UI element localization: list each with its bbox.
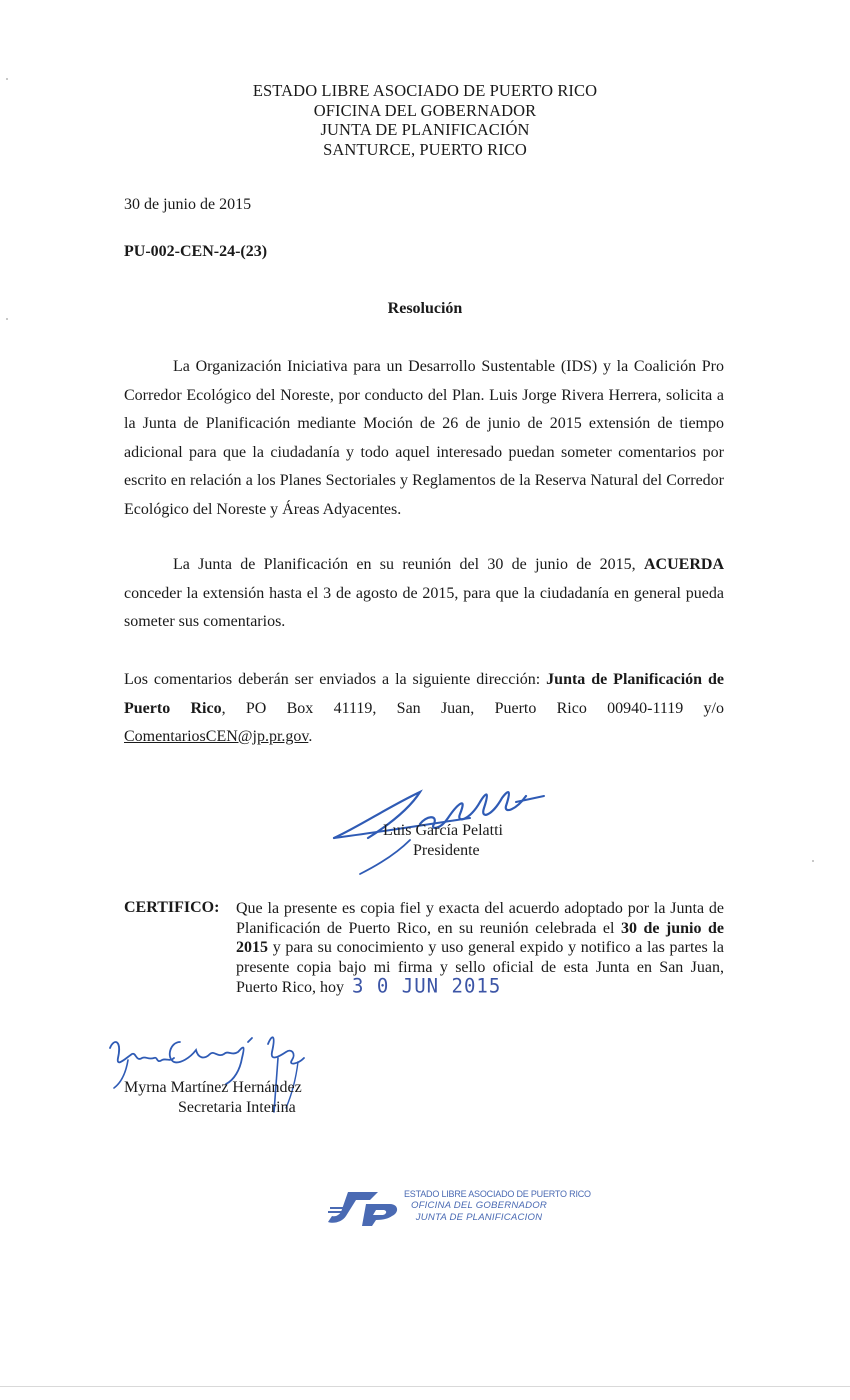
- certification-text-before: Que la presente es copia fiel y exacta del acuerdo adoptado por la Junta de Planificación de Puerto Rico, en su reunión celebrada el: [236, 900, 724, 937]
- certification-text: [236, 899, 724, 998]
- paragraph-agreement-bold: ACUERDA: [644, 556, 724, 573]
- seal-text: [404, 1189, 591, 1223]
- document-date: 30 de junio de 2015: [124, 196, 252, 213]
- letterhead-line-3: JUNTA DE PLANIFICACIÓN: [320, 120, 530, 139]
- scan-speck: [812, 860, 814, 862]
- document-title: Resolución: [387, 300, 463, 317]
- certification-bold-date: 30 de junio de 2015: [236, 919, 724, 957]
- letterhead-line-1: ESTADO LIBRE ASOCIADO DE PUERTO RICO: [252, 81, 598, 100]
- scan-speck: [6, 78, 8, 80]
- secretary-name: Myrna Martínez Hernández: [124, 1079, 302, 1096]
- paragraph-request-text: La Organización Iniciativa para un Desarrollo Sustentable (IDS) y la Coalición Pro Corredor Ecológico del Noreste, por conducto del Plan. Luis Jorge Rivera Herrera, solicita a la Junta de Planificación mediante Moción de 26 de junio de 2015 extensión de tiempo adicional para que la ciudadanía y todo aquel interesado puedan someter comentarios por escrito en relación a los Planes Sectoriales y Reglamentos de la Reserva Natural del Corredor Ecológico del Noreste y Áreas Adyacentes.: [124, 358, 724, 518]
- paragraph-address-before: Los comentarios deberán ser enviados a la siguiente dirección:: [124, 671, 547, 688]
- scan-speck: [6, 318, 8, 320]
- paragraph-agreement: [124, 551, 724, 637]
- jp-logo-icon: [326, 1186, 400, 1226]
- paragraph-address: [124, 666, 724, 752]
- paragraph-address-end: .: [308, 728, 313, 745]
- paragraph-agreement-after: conceder la extensión hasta el 3 de agosto de 2015, para que la ciudadanía en general pueda someter sus comentarios.: [124, 584, 724, 630]
- paragraph-address-after: , PO Box 41119, San Juan, Puerto Rico 00940-1119 y/o: [221, 699, 724, 717]
- certification-label: CERTIFICO:: [124, 899, 220, 916]
- seal-line-3: JUNTA DE PLANIFICACION: [415, 1211, 543, 1223]
- president-name: Luis García Pelatti: [383, 822, 503, 839]
- certification-text-after: y para su conocimiento y uso general expido y notifico a las partes la presente copia bajo mi firma y sello oficial de esta Junta en San Juan, Puerto Rico, hoy: [236, 939, 724, 997]
- secretary-title: Secretaria Interina: [178, 1099, 296, 1116]
- date-stamp: 3 0 JUN 2015: [352, 974, 502, 998]
- official-seal: [326, 1186, 591, 1230]
- reference-number: PU-002-CEN-24-(23): [124, 243, 268, 260]
- paragraph-agreement-before: La Junta de Planificación en su reunión del 30 de junio de 2015,: [173, 556, 644, 573]
- letterhead-line-2: OFICINA DEL GOBERNADOR: [313, 100, 537, 120]
- letterhead: [0, 81, 850, 159]
- president-title: Presidente: [413, 842, 480, 859]
- paragraph-address-bold: Junta de Planificación de Puerto Rico: [124, 671, 724, 717]
- seal-line-2: OFICINA DEL GOBERNADOR: [410, 1200, 548, 1212]
- scan-bottom-edge: [0, 1386, 850, 1387]
- seal-line-1: ESTADO LIBRE ASOCIADO DE PUERTO RICO: [404, 1189, 591, 1199]
- letterhead-line-4: SANTURCE, PUERTO RICO: [323, 139, 527, 159]
- email-link[interactable]: ComentariosCEN@jp.pr.gov: [124, 728, 309, 745]
- paragraph-request: [124, 353, 724, 524]
